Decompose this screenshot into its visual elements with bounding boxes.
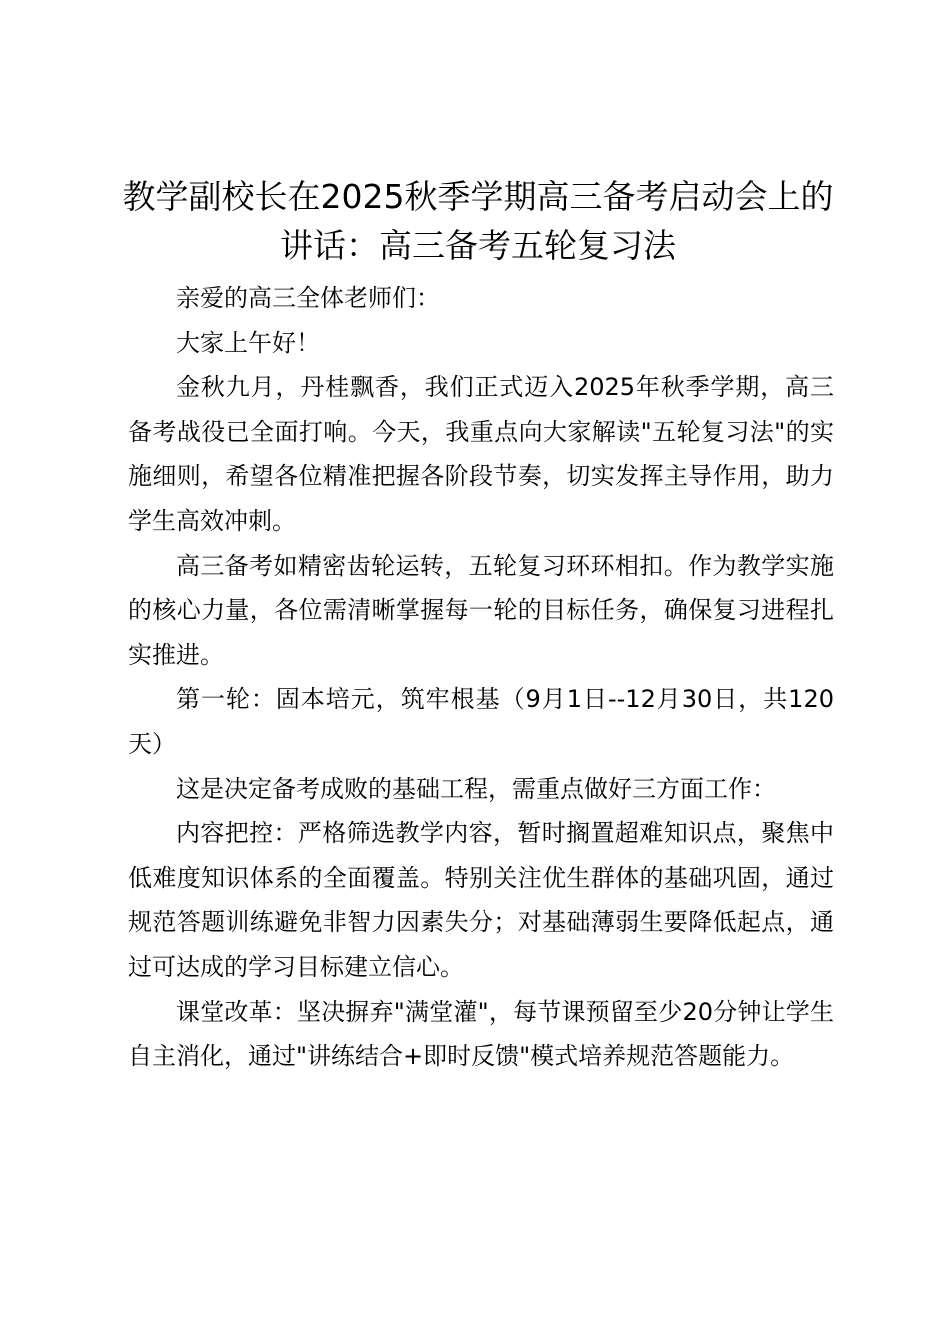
body-paragraph: 内容把控：严格筛选教学内容，暂时搁置超难知识点，聚焦中低难度知识体系的全面覆盖。特别关注优生群体的基础巩固，通过规范答题训练避免非智力因素失分；对基础薄弱生要降低起点，通过可达成的学习目标建立信心。: [128, 819, 834, 981]
section-heading-paragraph: 第一轮：固本培元，筑牢根基（9月1日--12月30日，共120天）: [128, 685, 834, 758]
document-title: 教学副校长在2025秋季学期高三备考启动会上的讲话：高三备考五轮复习法: [122, 177, 834, 265]
body-paragraph: 课堂改革：坚决摒弃"满堂灌"，每节课预留至少20分钟让学生自主消化，通过"讲练结合+即时反馈"模式培养规范答题能力。: [128, 997, 834, 1071]
body-paragraph: 高三备考如精密齿轮运转，五轮复习环环相扣。作为教学实施的核心力量，各位需清晰掌握每一轮的目标任务，确保复习进程扎实推进。: [128, 551, 834, 669]
document-body: [128, 276, 834, 1079]
body-paragraph: 这是决定备考成败的基础工程，需重点做好三方面工作：: [176, 774, 776, 803]
greeting-paragraph: 大家上午好！: [176, 328, 320, 357]
salutation-paragraph: 亲爱的高三全体老师们：: [176, 284, 440, 312]
body-paragraph: 金秋九月，丹桂飘香，我们正式迈入2025年秋季学期，高三备考战役已全面打响。今天，我重点向大家解读"五轮复习法"的实施细则，希望各位精准把握各阶段节奏，切实发挥主导作用，助力学生高效冲刺。: [128, 373, 834, 535]
